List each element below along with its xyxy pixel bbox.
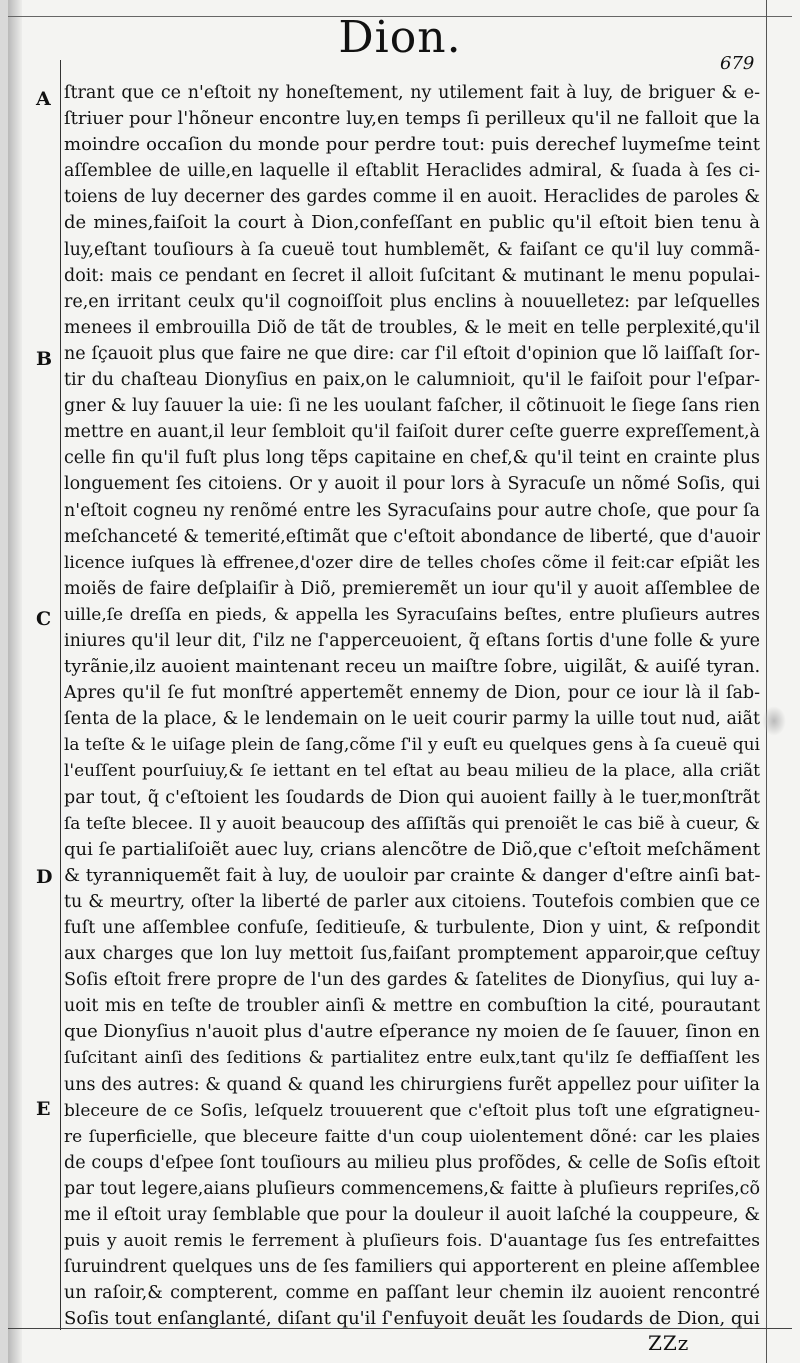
text-line: tir du chaſteau Dionyſius en paix,on le calumnioit, qu'il le faiſoit pour l'eſpar- <box>64 370 760 391</box>
text-line: Apres qu'il ſe fut monſtré appertemẽt ennemy de Dion, pour ce iour là il ſab- <box>64 683 760 704</box>
text-line: puis y auoit remis le ferrement à pluſieurs fois. D'auantage ſus ſes entrefaittes <box>64 1231 760 1252</box>
text-line: iniures qu'il leur dit, ſ'ilz ne ſ'apperceuoient, q̃ eſtans ſortis d'une folle & yure <box>64 630 760 651</box>
margin-marker-e: E <box>36 1098 51 1120</box>
text-line: luy,eſtant touſiours à ſa cueuë tout humblemẽt, & faiſant ce qu'il luy commã- <box>64 239 760 260</box>
text-line: ſtrant que ce n'eſtoit ny honeſtement, ny utilement fait à luy, de briguer & e- <box>64 83 760 103</box>
text-line: ne ſçauoit plus que faire ne que dire: car ſ'il eſtoit d'opinion que lõ laiſſaſt ſor- <box>64 343 760 364</box>
text-line: ſuruindrent quelques uns de ſes familiers qui apporterent en pleine aſſemblee <box>64 1257 760 1278</box>
text-line: Soſis eſtoit frere propre de l'un des gardes & ſatelites de Dionyſius, qui luy a- <box>64 970 760 991</box>
text-line: bleceure de ce Soſis, leſquelz trouuerent que c'eſtoit plus toſt une eſgratigneu- <box>64 1100 760 1121</box>
gutter-shadow <box>8 0 22 1363</box>
text-line: uille,ſe dreſſa en pieds, & appella les Syracuſains beſtes, entre pluſieurs autres <box>64 604 760 625</box>
text-line: que Dionyſius n'auoit plus d'autre eſperance ny moien de ſe ſauuer, ſinon en <box>64 1021 760 1043</box>
margin-marker-d: D <box>36 866 53 888</box>
text-line: re ſuperficielle, que bleceure faitte d'un coup uiolentement dõné: car les plaies <box>64 1126 760 1147</box>
text-line: la teſte & le uiſage plein de ſang,cõme ſ'il y euſt eu quelques gens à ſa cueuë qui <box>64 735 760 756</box>
text-line: meſchanceté & temerité,eſtimãt que c'eſtoit abondance de liberté, que d'auoir <box>64 526 760 547</box>
text-line: mettre en auant,il leur ſembloit qu'il faiſoit durer ceſte guerre expreſſement,à <box>64 422 760 443</box>
text-line: & tyranniquemẽt fait à luy, de uouloir par crainte & danger d'eſtre ainſi bat- <box>64 864 760 886</box>
margin-marker-b: B <box>36 348 53 370</box>
margin-marker-c: C <box>36 608 52 630</box>
margin-marker-a: A <box>36 88 51 110</box>
text-line: menees il embrouilla Diõ de tãt de troubles, & le meit en telle perplexité,qu'il <box>64 317 760 338</box>
text-line: aſſemblee de uille,en laquelle il eſtablit Heraclides admiral, & ſuada à ſes ci- <box>64 161 760 182</box>
text-line: toiens de luy decerner des gardes comme il en auoit. Heraclides de paroles & <box>64 187 760 208</box>
text-line: moindre occaſion du monde pour perdre tout: puis derechef luymeſme teint <box>64 134 760 156</box>
text-line: aux charges que lon luy mettoit ſus,faiſant promptement apparoir,que ceſtuy <box>64 944 760 965</box>
text-line: uoit mis en teſte de troubler ainſi & mettre en combuſtion la cité, pourautant <box>64 996 760 1017</box>
text-line: tu & meurtry, oſter la liberté de parler aux citoiens. Toutefois combien que ce <box>64 891 760 912</box>
signature-mark: ZZz <box>648 1331 690 1355</box>
text-line: me il eſtoit uray ſemblable que pour la douleur il auoit laſché la couppeure, & <box>64 1205 760 1226</box>
text-line: longuement ſes citoiens. Or y auoit il pour lors à Syracuſe un nõmé Soſis, qui <box>64 474 760 495</box>
text-line: qui ſe partialiſoiẽt auec luy, crians alencõtre de Diõ,que c'eſtoit meſchãment <box>64 838 760 860</box>
text-line: par tout, q̃ c'eſtoient les ſoudards de Dion qui auoient failly à le tuer,monſtrãt <box>64 787 760 808</box>
left-margin-rule <box>60 60 61 1330</box>
text-line: n'eſtoit cogneu ny renõmé entre les Syracuſains pour autre choſe, que pour ſa <box>64 500 760 521</box>
text-line: celle fin qu'il fuſt plus long tẽps capitaine en chef,& qu'il teint en crainte plus <box>64 448 760 469</box>
text-line: moiẽs de faire deſplaiſir à Diõ, premieremẽt un iour qu'il y auoit aſſemblee de <box>64 578 760 599</box>
text-line: fuſt une aſſemblee confuſe, ſeditieuſe, & turbulente, Dion y uint, & reſpondit <box>64 918 760 938</box>
ink-blot <box>762 706 786 736</box>
right-margin-rule <box>766 0 767 1363</box>
text-line: Soſis tout enſanglanté, diſant qu'il ſ'enfuyoit deuãt les ſoudards de Dion, qui <box>64 1308 760 1330</box>
text-line: doit: mais ce pendant en ſecret il alloit ſuſcitant & mutinant le menu populai- <box>64 265 760 286</box>
text-line: ſuſcitant ainſi des ſeditions & partialitez entre eulx,tant qu'ilz ſe deffiaſſent les <box>64 1048 760 1069</box>
text-line: re,en irritant ceulx qu'il cognoiſſoit plus enclins à nouuelletez: par leſquelles <box>64 291 760 312</box>
text-line: licence iuſques là effrenee,d'ozer dire de telles choſes cõme il feit:car eſpiãt les <box>64 552 760 573</box>
text-line: de coups d'eſpee ſont touſiours au milieu plus profõdes, & celle de Soſis eſtoit <box>64 1152 760 1173</box>
text-line: l'euſſent pourſuiuy,& ſe iettant en tel eſtat au beau milieu de la place, alla criãt <box>64 761 760 782</box>
text-line: tyrãnie,ilz auoient maintenant receu un maiſtre ſobre, uigilãt, & auiſé tyran. <box>64 656 760 678</box>
body-text <box>64 80 760 1333</box>
folio-number: 679 <box>720 53 755 74</box>
text-line: gner & luy ſauuer la uie: ſi ne les uoulant faſcher, il cõtinuoit le ſiege ſans rien <box>64 396 760 417</box>
text-line: par tout legere,aians pluſieurs commencemens,& faitte à pluſieurs repriſes,cõ <box>64 1178 760 1199</box>
running-head-title: Dion. <box>338 12 462 63</box>
text-line: uns des autres: & quand & quand les chirurgiens furẽt appellez pour uiſiter la <box>64 1074 760 1095</box>
text-line: ſtriuer pour l'hõneur encontre luy,en temps ſi perilleux qu'il ne falloit que la <box>64 108 760 130</box>
text-line: ſenta de la place, & le lendemain on le ueit courir parmy la uille tout nud, aiãt <box>64 709 760 730</box>
text-line: ſa teſte blecee. Il y auoit beaucoup des aſſiſtãs qui prenoiẽt le cas biẽ à cueur, & <box>64 813 760 834</box>
text-line: un raſoir,& compterent, comme en paſſant leur chemin ilz auoient rencontré <box>64 1283 760 1304</box>
text-line: de mines,faiſoit la court à Dion,confeſſant en public qu'il eſtoit bien tenu à <box>64 212 760 234</box>
